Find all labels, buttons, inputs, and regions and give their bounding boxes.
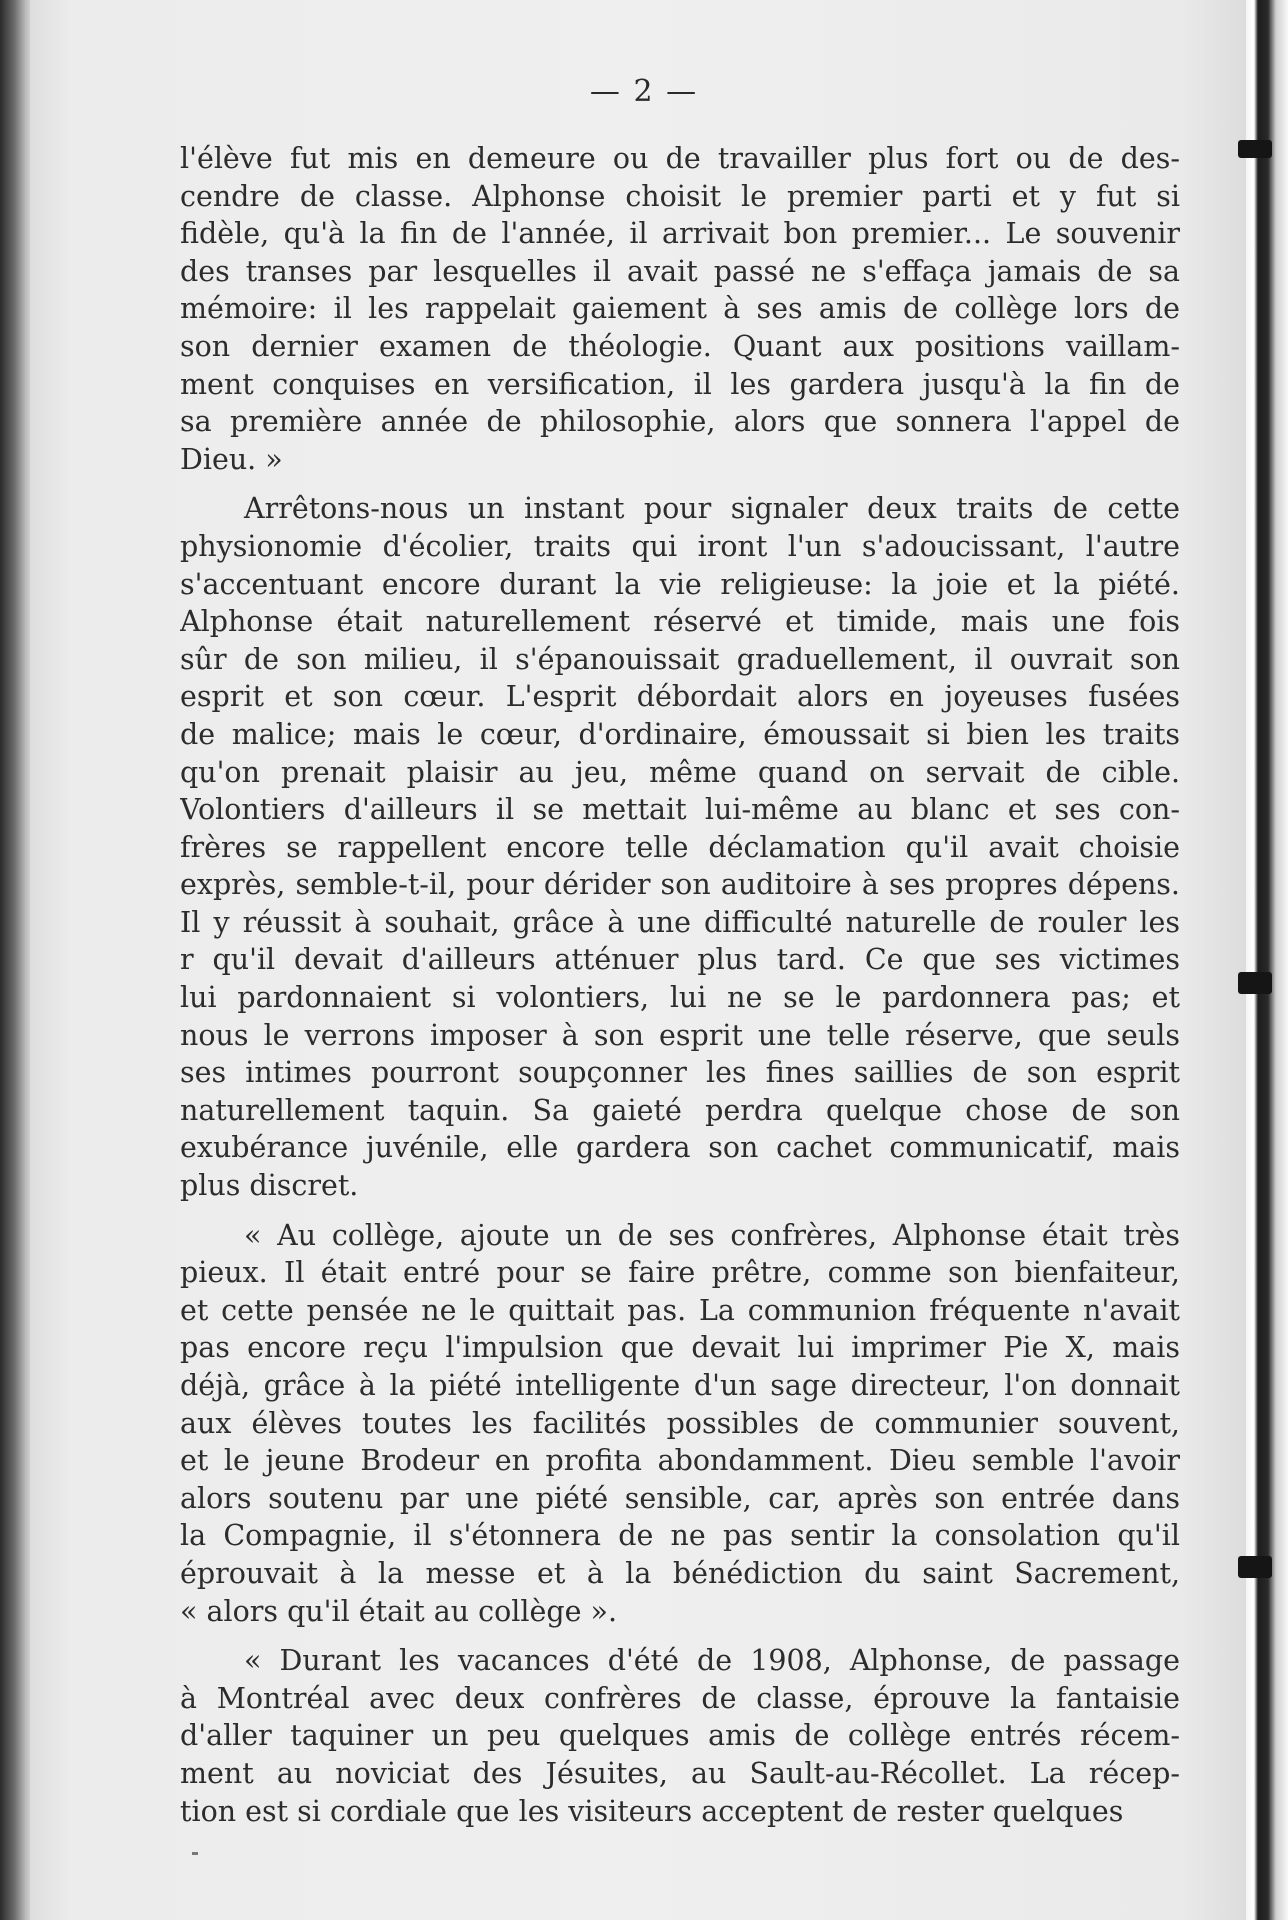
text-line: et le jeune Brodeur en profita abondamment. Dieu semble l'avoir	[180, 1444, 1180, 1478]
text-line: éprouvait à la messe et à la bénédiction du saint Sacrement,	[180, 1556, 1180, 1590]
text-line: r qu'il devait d'ailleurs atténuer plus tard. Ce que ses victimes	[180, 943, 1180, 977]
text-line: Dieu. »	[180, 442, 283, 476]
paragraph	[180, 140, 1180, 478]
body-text	[180, 140, 1180, 1842]
text-line: Alphonse était naturellement réservé et timide, mais une fois	[180, 605, 1180, 639]
text-line: d'aller taquiner un peu quelques amis de collège entrés récem-	[180, 1719, 1180, 1753]
text-line: Il y réussit à souhait, grâce à une difficulté naturelle de rouler les	[180, 905, 1180, 939]
binding-clip	[1238, 1556, 1272, 1578]
text-line: frères se rappellent encore telle déclamation qu'il avait choisie	[180, 830, 1180, 864]
text-line: son dernier examen de théologie. Quant aux positions vaillam-	[180, 329, 1180, 363]
text-line: « Au collège, ajoute un de ses confrères, Alphonse était très	[244, 1218, 1180, 1252]
scan-speck	[192, 1852, 198, 1855]
text-line: la Compagnie, il s'étonnera de ne pas sentir la consolation qu'il	[180, 1519, 1180, 1553]
text-line: sa première année de philosophie, alors que sonnera l'appel de	[180, 405, 1180, 439]
paragraph	[180, 1217, 1180, 1631]
text-line: des transes par lesquelles il avait passé ne s'effaça jamais de sa	[180, 254, 1180, 288]
text-line: pas encore reçu l'impulsion que devait lui imprimer Pie X, mais	[180, 1331, 1180, 1365]
text-line: Volontiers d'ailleurs il se mettait lui-même au blanc et ses con-	[180, 793, 1180, 827]
text-line: cendre de classe. Alphonse choisit le premier parti et y fut si	[180, 179, 1180, 213]
paragraph	[180, 490, 1180, 1204]
text-line: de malice; mais le cœur, d'ordinaire, émoussait si bien les traits	[180, 717, 1180, 751]
page-number: — 2 —	[589, 74, 699, 109]
text-line: mémoire: il les rappelait gaiement à ses amis de collège lors de	[180, 292, 1180, 326]
text-line: lui pardonnaient si volontiers, lui ne se le pardonnera pas; et	[180, 981, 1180, 1015]
text-line: plus discret.	[180, 1169, 359, 1203]
text-line: ment conquises en versification, il les gardera jusqu'à la fin de	[180, 367, 1180, 401]
text-line: sûr de son milieu, il s'épanouissait graduellement, il ouvrait son	[180, 642, 1180, 676]
text-line: s'accentuant encore durant la vie religieuse: la joie et la piété.	[180, 567, 1180, 601]
text-line: alors soutenu par une piété sensible, car, après son entrée dans	[180, 1481, 1180, 1515]
text-line: « Durant les vacances d'été de 1908, Alphonse, de passage	[244, 1644, 1180, 1678]
binding-clip	[1238, 972, 1272, 994]
text-line: tion est si cordiale que les visiteurs acceptent de rester quelques	[180, 1794, 1124, 1828]
text-line: nous le verrons imposer à son esprit une telle réserve, que seuls	[180, 1018, 1180, 1052]
page-left-edge	[0, 0, 34, 1920]
text-line: naturellement taquin. Sa gaieté perdra quelque chose de son	[180, 1093, 1180, 1127]
text-line: l'élève fut mis en demeure ou de travailler plus fort ou de des-	[180, 142, 1180, 175]
text-line: déjà, grâce à la piété intelligente d'un sage directeur, l'on donnait	[180, 1369, 1180, 1402]
text-line: ses intimes pourront soupçonner les fines saillies de son esprit	[180, 1056, 1180, 1090]
text-line: pieux. Il était entré pour se faire prêtre, comme son bienfaiteur,	[180, 1256, 1180, 1290]
text-line: et cette pensée ne le quittait pas. La communion fréquente n'avait	[180, 1293, 1180, 1327]
text-line: « alors qu'il était au collège ».	[180, 1594, 618, 1628]
binding-strip	[1246, 0, 1288, 1920]
text-line: exubérance juvénile, elle gardera son cachet communicatif, mais	[180, 1131, 1180, 1165]
text-line: ment au noviciat des Jésuites, au Sault-au-Récollet. La récep-	[180, 1756, 1180, 1790]
text-line: qu'on prenait plaisir au jeu, même quand on servait de cible.	[180, 755, 1180, 789]
text-line: esprit et son cœur. L'esprit débordait alors en joyeuses fusées	[180, 680, 1180, 714]
text-line: Arrêtons-nous un instant pour signaler deux traits de cette	[244, 492, 1180, 526]
text-line: à Montréal avec deux confrères de classe, éprouve la fantaisie	[180, 1681, 1180, 1715]
text-line: physionomie d'écolier, traits qui iront l'un s'adoucissant, l'autre	[180, 529, 1180, 563]
binding-clip	[1238, 140, 1272, 158]
text-line: exprès, semble-t-il, pour dérider son auditoire à ses propres dépens.	[180, 868, 1180, 902]
paragraph	[180, 1642, 1180, 1830]
text-line: fidèle, qu'à la fin de l'année, il arrivait bon premier... Le souvenir	[180, 217, 1180, 251]
text-line: aux élèves toutes les facilités possibles de communier souvent,	[180, 1406, 1180, 1440]
